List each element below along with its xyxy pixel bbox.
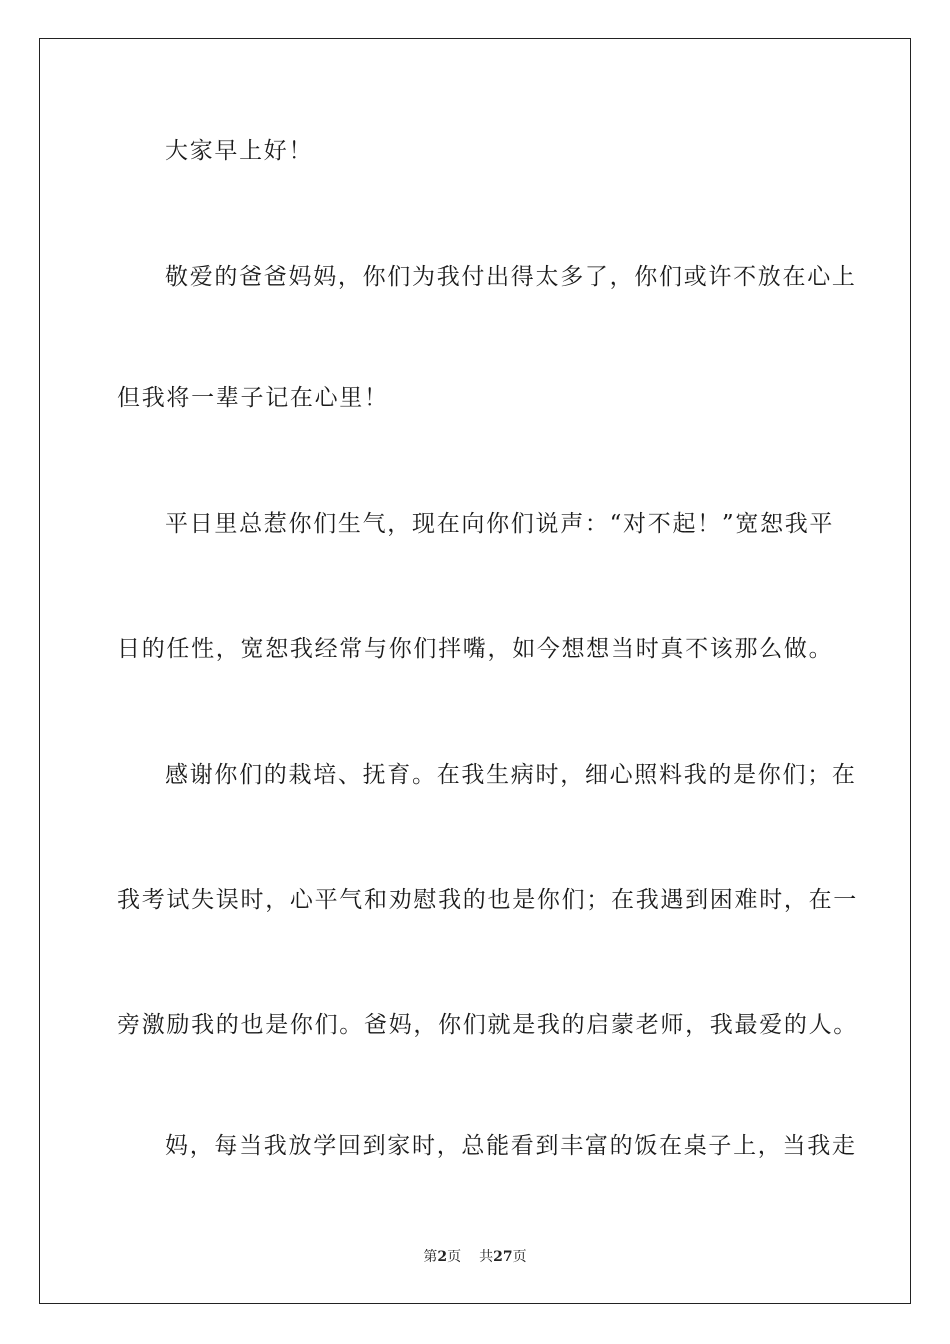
paragraph-line: 旁激励我的也是你们。爸妈，你们就是我的启蒙老师，我最爱的人。 <box>117 1012 858 1038</box>
paragraph-line: 妈，每当我放学回到家时，总能看到丰富的饭在桌子上，当我走 <box>165 1133 857 1159</box>
page-suffix: 页 <box>447 1249 462 1265</box>
page-prefix: 第 <box>423 1249 438 1265</box>
page-number: 2 <box>437 1249 448 1265</box>
total-prefix: 共 <box>479 1249 494 1265</box>
paragraph-line: 敬爱的爸爸妈妈，你们为我付出得太多了，你们或许不放在心上 <box>165 264 857 290</box>
paragraph-line: 平日里总惹你们生气，现在向你们说声：“对不起！”宽恕我平 <box>165 511 835 537</box>
total-pages: 27 <box>493 1249 513 1265</box>
total-suffix: 页 <box>512 1249 527 1265</box>
page-border <box>39 38 911 1304</box>
paragraph-line: 日的任性，宽恕我经常与你们拌嘴，如今想想当时真不该那么做。 <box>117 636 834 662</box>
paragraph-line: 但我将一辈子记在心里！ <box>117 385 389 411</box>
page-footer <box>0 1247 950 1267</box>
paragraph-line: 感谢你们的栽培、抚育。在我生病时，细心照料我的是你们；在 <box>165 762 857 788</box>
paragraph-line: 我考试失误时，心平气和劝慰我的也是你们；在我遇到困难时，在一 <box>117 887 858 913</box>
greeting-line: 大家早上好！ <box>165 138 314 164</box>
